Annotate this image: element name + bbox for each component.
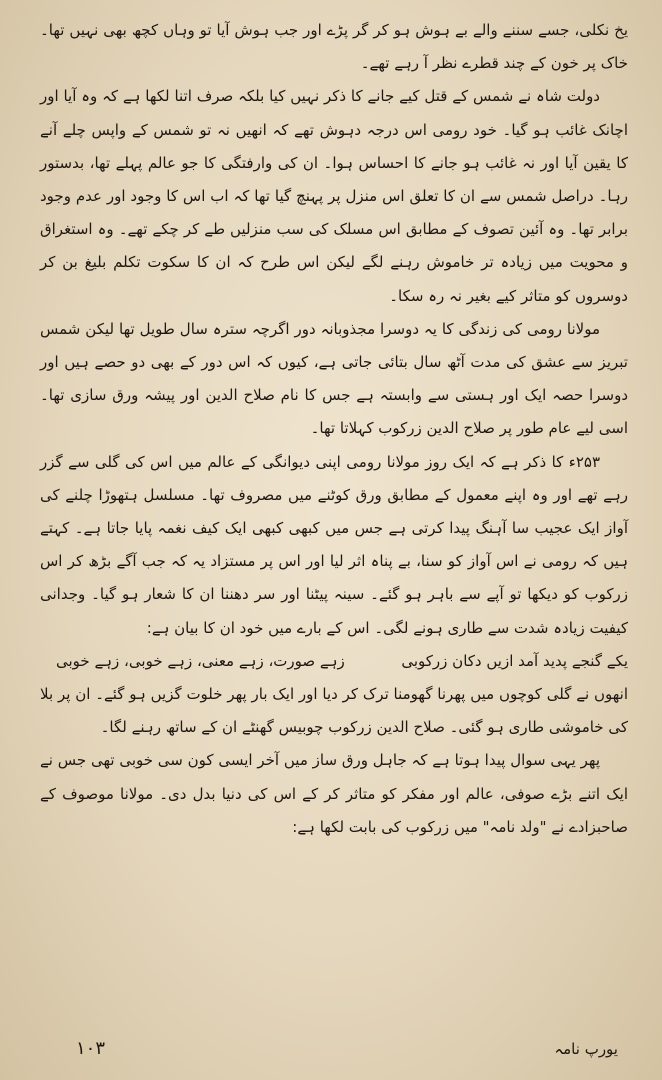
couplet-first-hemistich: یکے گنجے پدید آمد ازیں دکان زرکوبی: [401, 651, 628, 670]
couplet-second-hemistich: زہے صورت، زہے معنی، زہے خوبی، زہے خوبی: [56, 651, 345, 670]
page-body: [40, 14, 628, 844]
paragraph-1: یخ نکلی، جسے سننے والے بے ہوش ہو کر گر پڑے اور جب ہوش آیا تو وہاں کچھ بھی نہیں تھا۔ خاک پر خون کے چند قطرے نظر آ رہے تھے۔: [40, 21, 628, 73]
paragraph-4: ۲۵۳ء کا ذکر ہے کہ ایک روز مولانا رومی اپنی دیوانگی کے عالم میں اس کی گلی سے گزر رہے تھے اور وہ اپنے معمول کے مطابق ورق کوٹنے میں مصروف تھا۔ مسلسل ہتھوڑا چلنے کی آواز ایک عجیب سا آہنگ پیدا کرتی ہے جس میں کبھی کبھی ایک کیف نغمہ پایا جاتا ہے۔ کہتے ہیں کہ رومی نے اس آواز کو سنا، بے پناہ اثر لیا اور اس پر مستزاد یہ کہ جب آگے بڑھ کر اس زرکوب کو دیکھا تو آپے سے باہر ہو گئے۔ سینہ پیٹنا اور سر دھننا ان کا شعار ہو گیا۔ وجدانی کیفیت زیادہ شدت سے طاری ہونے لگی۔ اس کے بارے میں خود ان کا بیان ہے:: [40, 452, 628, 637]
page-number: ۱۰۳: [76, 1038, 106, 1059]
paragraph-2: دولت شاہ نے شمس کے قتل کیے جانے کا ذکر نہیں کیا بلکہ صرف اتنا لکھا ہے کہ وہ آیا اور اچانک غائب ہو گیا۔ خود رومی اس درجہ دہوش تھے کہ انھیں نہ تو شمس کے واپس چلے آنے کا یقین آیا اور نہ غائب ہو جانے کا احساس ہوا۔ ان کی وارفتگی کا جو عالم پہلے تھا، بدستور رہا۔ دراصل شمس سے ان کا تعلق اس منزل پر پہنچ گیا تھا کہ اب اس کا وجود اور عدم وجود برابر تھا۔ وہ آئین تصوف کے مطابق اس مسلک کی سب منزلیں طے کر چکے تھے۔ وہ استغراق و محویت میں زیادہ تر خاموش رہنے لگے لیکن اس طرح کہ ان کا سکوت تکلم بلیغ بن کر دوسروں کو متاثر کیے بغیر نہ رہ سکا۔: [40, 87, 628, 305]
page-footer: [0, 1040, 662, 1070]
persian-couplet: [40, 645, 628, 678]
paragraph-6: پھر یہی سوال پیدا ہوتا ہے کہ جاہل ورق ساز میں آخر ایسی کون سی خوبی تھی جس نے ایک اتنے بڑے صوفی، عالم اور مفکر کو متاثر کر کے اس کی دنیا بدل دی۔ مولانا موصوف کے صاحبزادے نے "ولد نامہ" میں زرکوب کی بابت لکھا ہے:: [40, 751, 628, 836]
paragraph-3: مولانا رومی کی زندگی کا یہ دوسرا مجذوبانہ دور اگرچہ سترہ سال طویل تھا لیکن شمس تبریز سے عشق کی مدت آٹھ سال بتائی جاتی ہے، کیوں کہ اس دور کے بھی دو حصے ہیں اور دوسرا حصہ ایک اور ہستی سے وابستہ ہے جس کا نام صلاح الدین اور پیشہ ورق سازی تھا۔ اسی لیے عام طور پر صلاح الدین زرکوب کہلاتا تھا۔: [40, 319, 628, 438]
paragraph-5: انھوں نے گلی کوچوں میں پھرنا گھومنا ترک کر دیا اور ایک بار پھر خلوت گزیں ہو گئے۔ ان پر بلا کی خاموشی طاری ہو گئی۔ صلاح الدین زرکوب چوبیس گھنٹے ان کے ساتھ رہنے لگا۔: [40, 685, 628, 737]
running-title: یورپ نامہ: [554, 1040, 618, 1058]
